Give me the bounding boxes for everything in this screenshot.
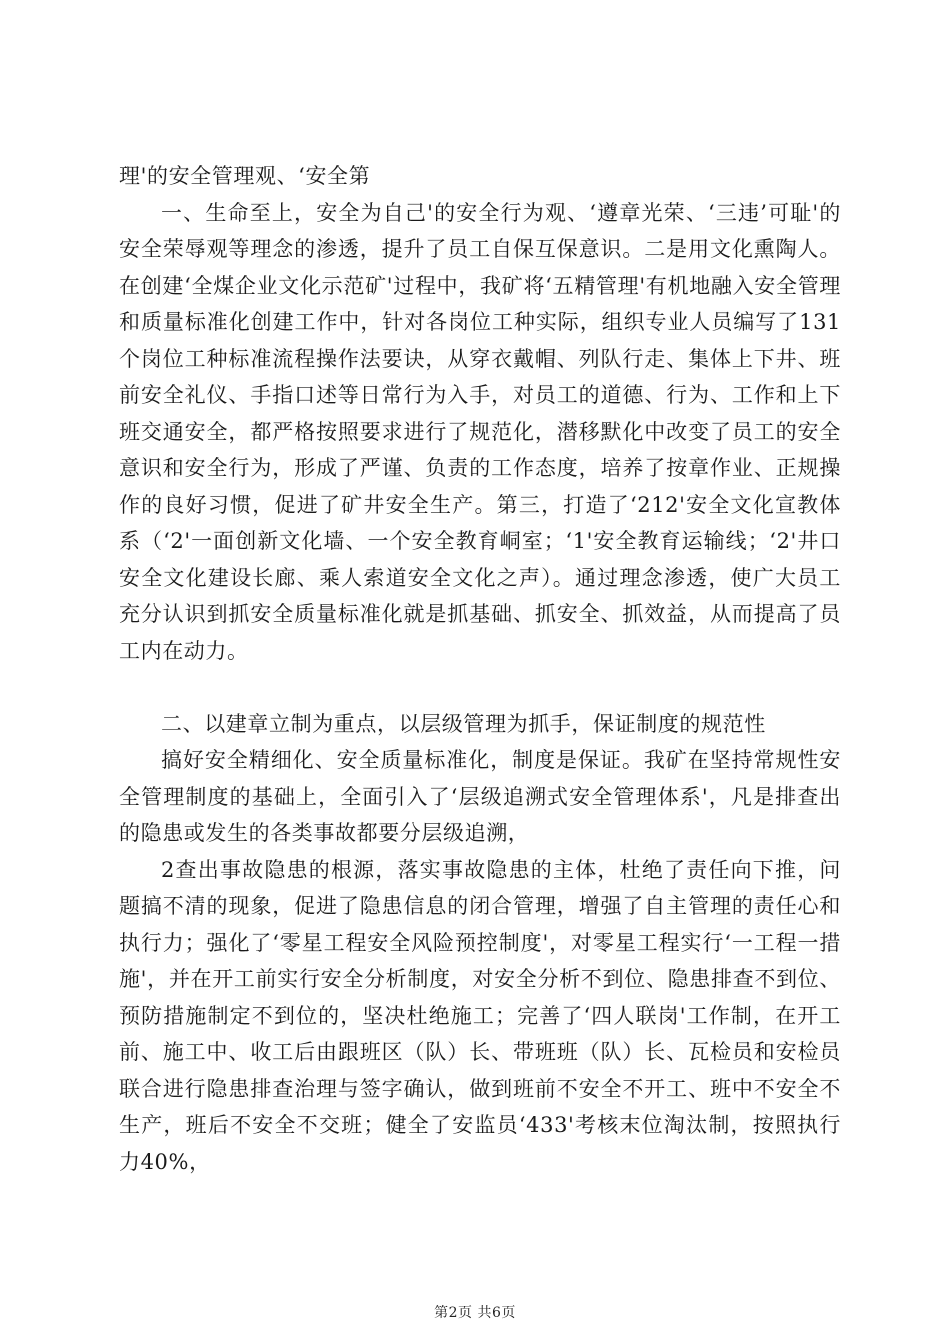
paragraph-safety-concepts: 一、生命至上，安全为自己'的安全行为观、‘遵章光荣、‘三违’可耻'的安全荣辱观等理念的渗透，提升了员工自保互保意识。二是用文化熏陶人。在创建‘全煤企业文化示范矿'过程中，我矿将‘五精管理'有机地融入安全管理和质量标准化创建工作中，针对各岗位工种实际，组织专业人员编写了131个岗位工种标准流程操作法要诀，从穿衣戴帽、列队行走、集体上下井、班前安全礼仪、手指口述等日常行为入手，对员工的道德、行为、工作和上下班交通安全，都严格按照要求进行了规范化，潜移默化中改变了员工的安全意识和安全行为，形成了严谨、负责的工作态度，培养了按章作业、正规操作的良好习惯，促进了矿井安全生产。第三，打造了‘212'安全文化宣教体系（‘2'一面创新文化墙、一个安全教育峒室；‘1'安全教育运输线；‘2'井口安全文化建设长廊、乘人索道安全文化之声）。通过理念渗透，使广大员工充分认识到抓安全质量标准化就是抓基础、抓安全、抓效益，从而提高了员工内在动力。 — [119, 200, 841, 663]
section-heading-two: 二、以建章立制为重点，以层级管理为抓手，保证制度的规范性 — [161, 711, 766, 736]
paragraph-institution: 搞好安全精细化、安全质量标准化，制度是保证。我矿在坚持常规性安全管理制度的基础上，全面引入了‘层级追溯式安全管理体系'，凡是排查出的隐患或发生的各类事故都要分层级追溯， — [119, 748, 841, 845]
page-footer: 第2页 共6页 — [434, 1305, 516, 1321]
document-body — [119, 158, 841, 1180]
paragraph-fragment: 理'的安全管理观、‘安全第 — [119, 164, 371, 188]
paragraph-hazard-tracing: 2查出事故隐患的根源，落实事故隐患的主体，杜绝了责任向下推，问题搞不清的现象，促进了隐患信息的闭合管理，增强了自主管理的责任心和执行力；强化了‘零星工程安全风险预控制度'，对零星工程实行‘一工程一措施'，并在开工前实行安全分析制度，对安全分析不到位、隐患排查不到位、预防措施制定不到位的，坚决杜绝施工；完善了‘四人联岗'工作制，在开工前、施工中、收工后由跟班区（队）长、带班班（队）长、瓦检员和安检员联合进行隐患排查治理与签字确认，做到班前不安全不开工、班中不安全不生产，班后不安全不交班；健全了安监员‘433'考核末位淘汰制，按照执行力40%， — [119, 857, 841, 1174]
